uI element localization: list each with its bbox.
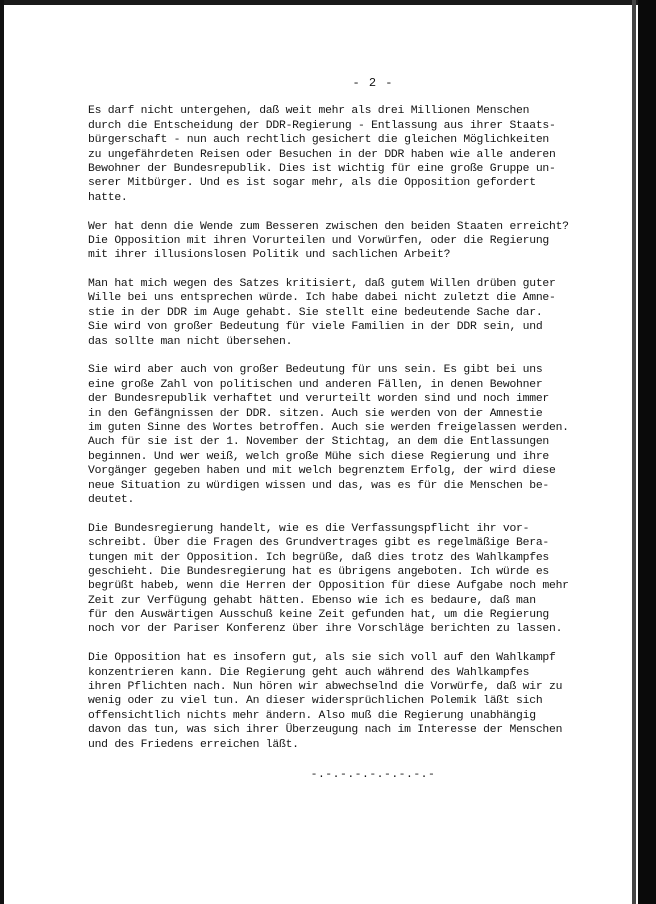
text-line: Bewohner der Bundesrepublik. Dies ist wichtig für eine große Gruppe un- xyxy=(88,162,556,175)
text-line: wenig oder zu viel tun. An dieser widersprüchlichen Polemik läßt sich xyxy=(88,695,543,708)
text-line: in den Gefängnissen der DDR. sitzen. Auch sie werden von der Amnestie xyxy=(88,407,543,420)
end-separator: -.-.-.-.-.-.-.-.- xyxy=(310,768,436,781)
text-line: stie in der DDR im Auge gehabt. Sie stellt eine bedeutende Sache dar. xyxy=(88,306,543,319)
text-line: eine große Zahl von politischen und anderen Fällen, in denen Bewohner xyxy=(88,378,543,391)
paragraph-6 xyxy=(88,651,628,752)
text-line: neue Situation zu würdigen wissen und das, was es für die Menschen be- xyxy=(88,479,549,492)
text-line: geschieht. Die Bundesregierung hat es übrigens angeboten. Ich würde es xyxy=(88,565,549,578)
text-line: Die Bundesregierung handelt, wie es die Verfassungspflicht ihr vor- xyxy=(88,522,530,535)
text-line: serer Mitbürger. Und es ist sogar mehr, als die Opposition gefordert xyxy=(88,177,536,190)
text-line: durch die Entscheidung der DDR-Regierung - Entlassung aus ihrer Staats- xyxy=(88,119,556,132)
text-line: zu ungefährdeten Reisen oder Besuchen in der DDR haben wie alle anderen xyxy=(88,148,556,161)
paragraph-5 xyxy=(88,522,628,637)
text-line: noch vor der Pariser Konferenz über ihre Vorschläge berichten zu lassen. xyxy=(88,623,563,636)
text-line: beginnen. Und wer weiß, welch große Mühe sich diese Regierung und ihre xyxy=(88,450,549,463)
paragraph-1 xyxy=(88,104,628,205)
text-line: begrüßt habeb, wenn die Herren der Opposition für diese Aufgabe noch mehr xyxy=(88,580,569,593)
text-line: tungen mit der Opposition. Ich begrüße, daß dies trotz des Wahlkampfes xyxy=(88,551,549,564)
text-line: Vorgänger gegeben haben und mit welch begrenztem Erfolg, der wird diese xyxy=(88,465,556,478)
scan-edge-left xyxy=(0,0,4,904)
scan-edge-top xyxy=(0,0,656,5)
text-line: Die Opposition mit ihren Vorurteilen und Vorwürfen, oder die Regierung xyxy=(88,234,549,247)
page-number: - 2 - xyxy=(352,76,394,90)
text-line: bürgerschaft - nun auch rechtlich gesichert die gleichen Möglichkeiten xyxy=(88,134,549,147)
text-line: Es darf nicht untergehen, daß weit mehr als drei Millionen Menschen xyxy=(88,105,530,118)
paragraph-2 xyxy=(88,220,628,263)
text-line: und des Friedens erreichen läßt. xyxy=(88,738,299,751)
text-line: ihren Pflichten nach. Nun hören wir abwechselnd die Vorwürfe, daß wir zu xyxy=(88,681,563,694)
paragraph-4 xyxy=(88,363,628,507)
text-line: Sie wird von großer Bedeutung für viele Familien in der DDR sein, und xyxy=(88,321,543,334)
text-line: mit ihrer illusionslosen Politik und sachlichen Arbeit? xyxy=(88,249,451,262)
text-line: schreibt. Über die Fragen des Grundvertrages gibt es regelmäßige Bera- xyxy=(88,537,549,550)
text-line: offensichtlich nichts mehr ändern. Also muß die Regierung unabhängig xyxy=(88,709,536,722)
text-line: hatte. xyxy=(88,191,128,204)
document-body xyxy=(88,76,628,782)
text-line: deutet. xyxy=(88,493,135,506)
scan-edge-right xyxy=(638,0,656,904)
text-line: Die Opposition hat es insofern gut, als sie sich voll auf den Wahlkampf xyxy=(88,652,556,665)
text-line: das sollte man nicht übersehen. xyxy=(88,335,293,348)
text-line: der Bundesrepublik verhaftet und verurteilt worden sind und noch immer xyxy=(88,393,549,406)
paragraph-3 xyxy=(88,277,628,349)
text-line: konzentrieren kann. Die Regierung geht auch während des Wahlkampfes xyxy=(88,666,530,679)
text-line: Auch für sie ist der 1. November der Stichtag, an dem die Entlassungen xyxy=(88,436,549,449)
scan-edge-right-shadow xyxy=(632,0,636,904)
text-line: im guten Sinne des Wortes betroffen. Auch sie werden freigelassen werden. xyxy=(88,422,569,434)
text-line: davon das tun, was sich ihrer Überzeugung nach im Interesse der Menschen xyxy=(88,724,563,737)
text-line: Man hat mich wegen des Satzes kritisiert, daß gutem Willen drüben guter xyxy=(88,278,556,291)
text-line: Sie wird aber auch von großer Bedeutung für uns sein. Es gibt bei uns xyxy=(88,364,543,377)
text-line: Zeit zur Verfügung gehabt hätten. Ebenso wie ich es bedaure, daß man xyxy=(88,594,536,607)
text-line: Wille bei uns entsprechen würde. Ich habe dabei nicht zuletzt die Amne- xyxy=(88,292,556,305)
text-line: Wer hat denn die Wende zum Besseren zwischen den beiden Staaten erreicht? xyxy=(88,220,569,233)
text-line: für den Auswärtigen Ausschuß keine Zeit gefunden hat, um die Regierung xyxy=(88,609,549,622)
